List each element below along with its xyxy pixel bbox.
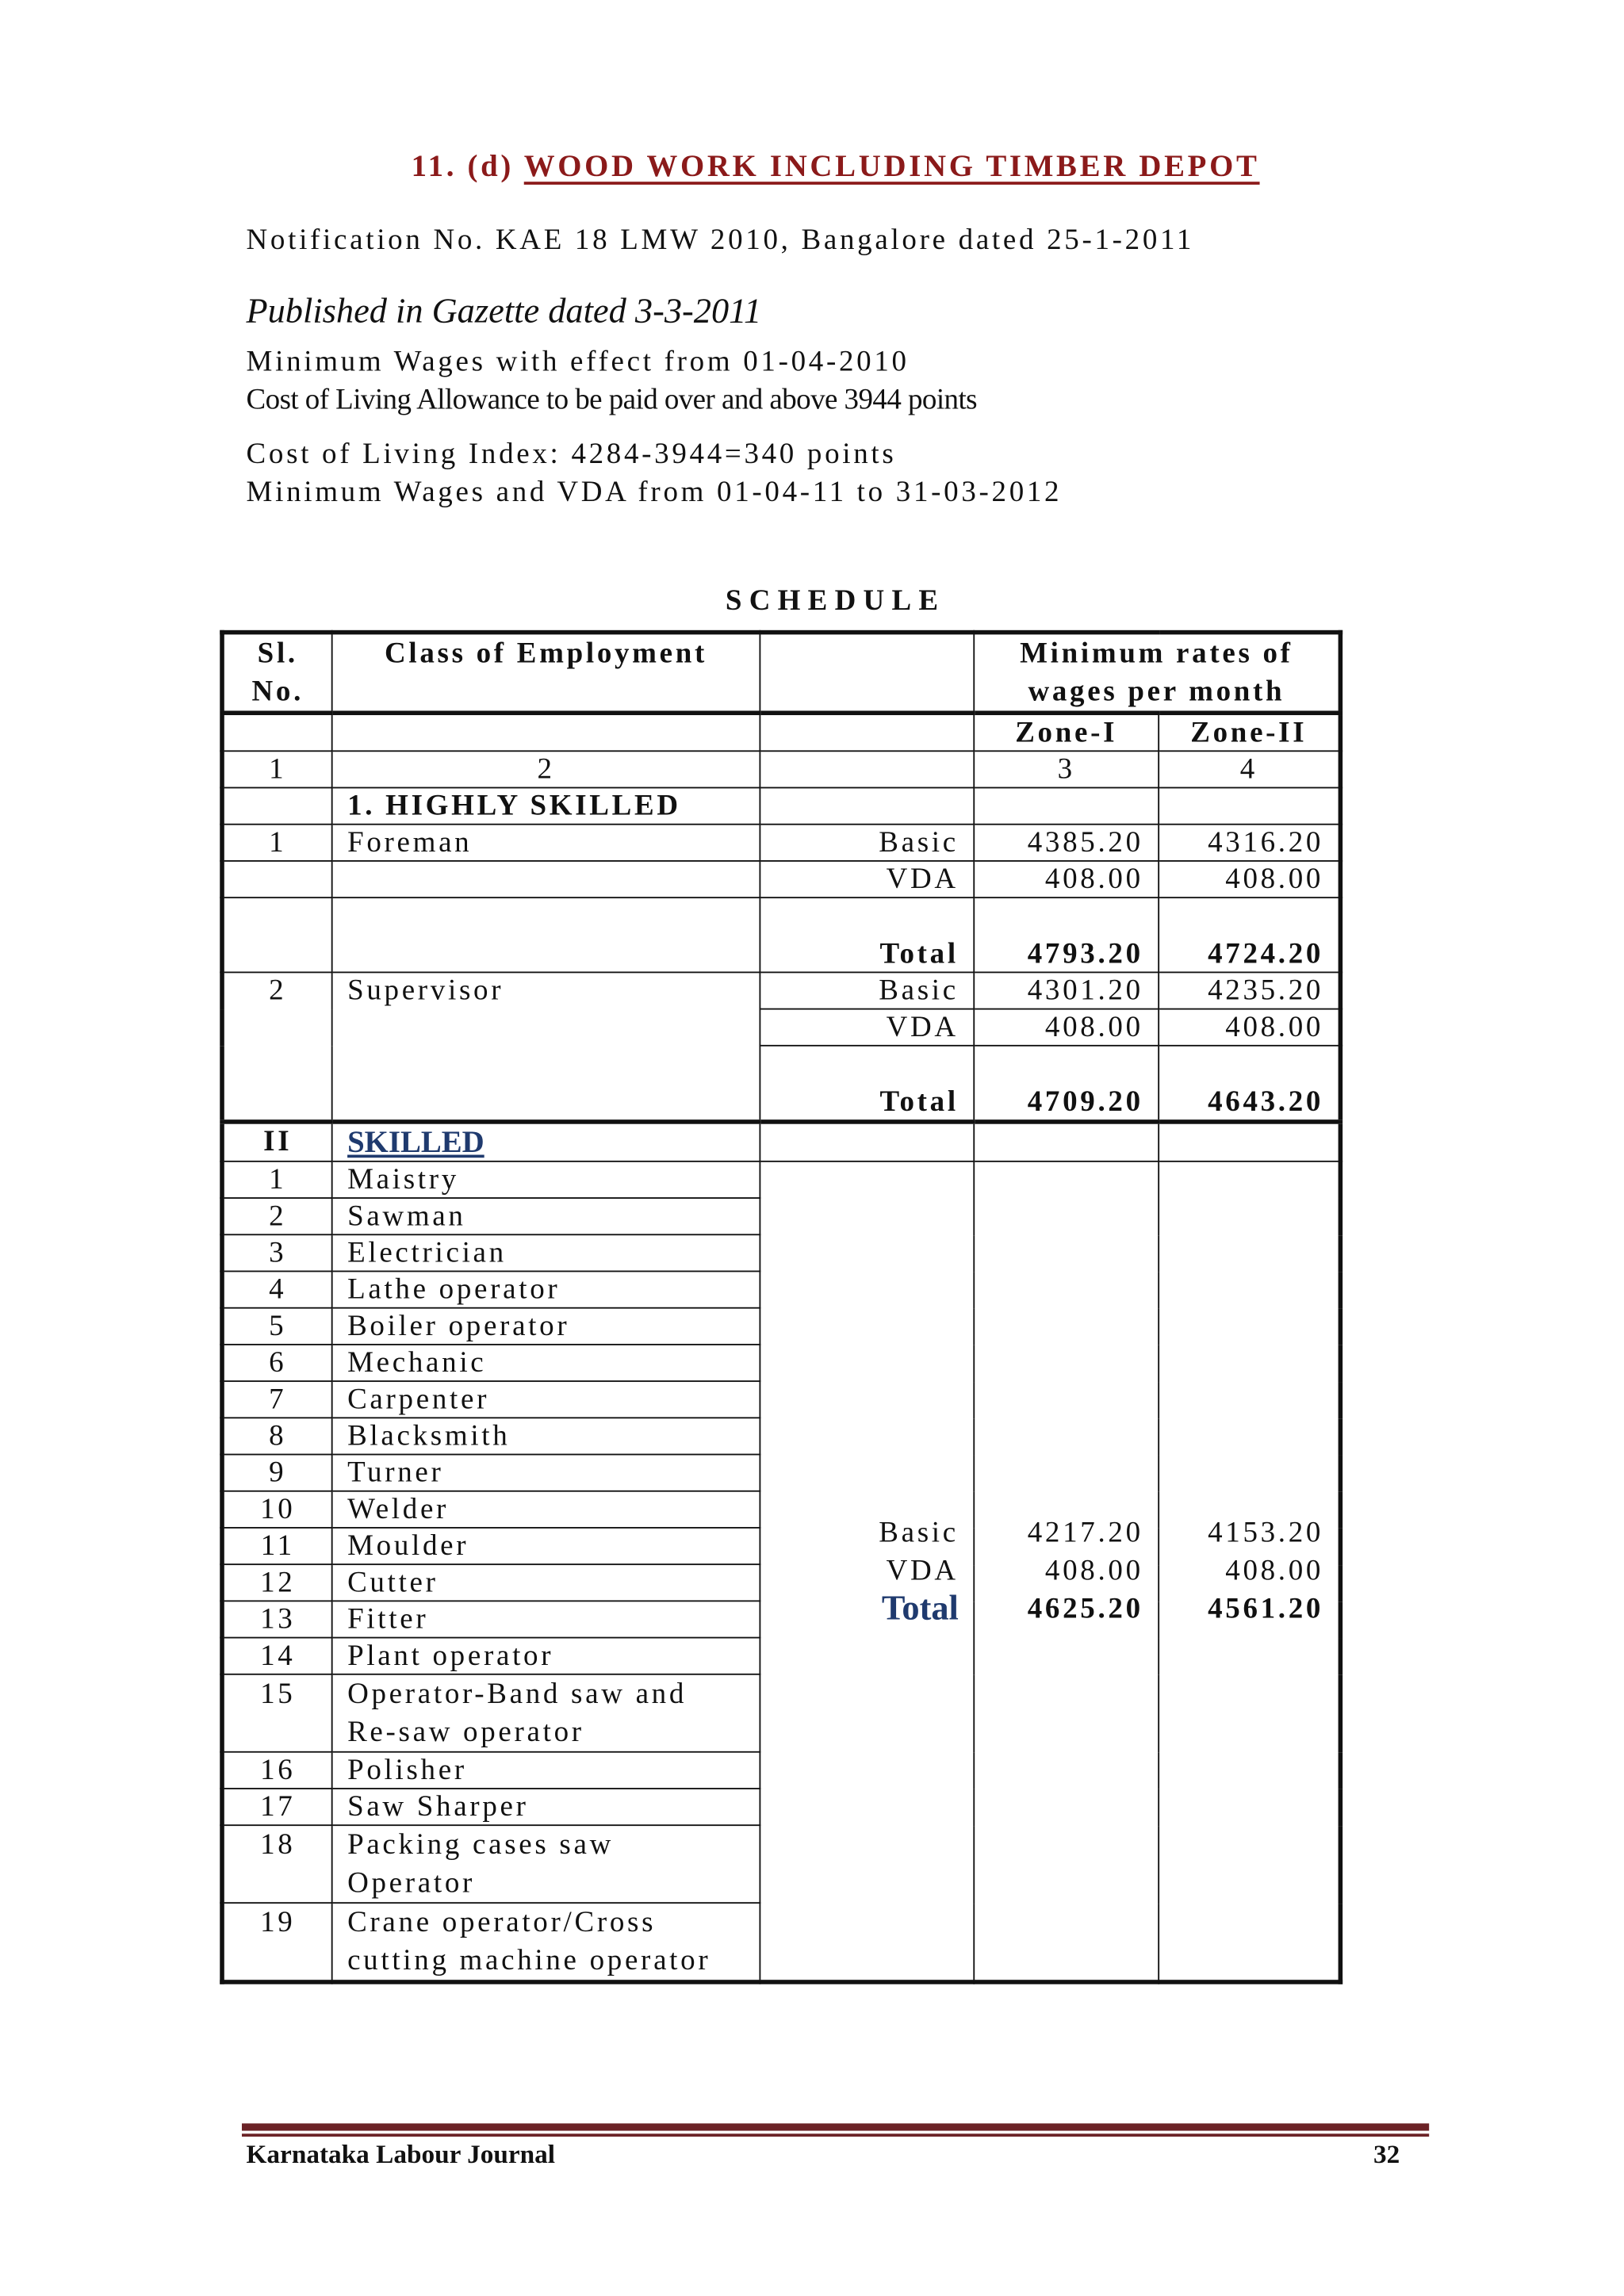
gazette-text: Published in Gazette dated 3-3-2011: [246, 293, 762, 331]
header-sl: Sl. No.: [222, 633, 332, 714]
category-highly-skilled: 1. HIGHLY SKILLED: [332, 788, 760, 825]
value: 408.00: [1159, 861, 1340, 897]
sl-no: 5: [222, 1308, 332, 1345]
title-main: WOOD WORK INCLUDING TIMBER DEPOT: [523, 147, 1260, 184]
label-total: Total: [881, 1590, 959, 1628]
sl-no: 17: [222, 1789, 332, 1825]
value-total: 4561.20: [1208, 1593, 1324, 1625]
title-prefix: 11. (d): [411, 147, 524, 184]
label-vda: VDA: [760, 861, 974, 897]
empty-cell: [760, 713, 974, 751]
table-row: [222, 1161, 1340, 1198]
footer-rule-thin: [242, 2133, 1429, 2137]
empty-cell: [974, 788, 1159, 825]
table-row: [222, 972, 1340, 1008]
value: 4316.20: [1159, 825, 1340, 861]
employment-class: Plant operator: [332, 1638, 760, 1674]
value: 4385.20: [974, 825, 1159, 861]
empty-cell: [222, 861, 332, 897]
sl-no: 3: [222, 1234, 332, 1271]
value: 4643.20: [1159, 1046, 1340, 1122]
header-empty: [760, 633, 974, 714]
cola-text: Cost of Living Allowance to be paid over and above 3944 points: [246, 384, 978, 416]
empty-cell: [332, 897, 760, 972]
employment-class: Carpenter: [332, 1381, 760, 1418]
value: 408.00: [1159, 1009, 1340, 1046]
header-zone1: Zone-I: [974, 713, 1159, 751]
employment-class: Boiler operator: [332, 1308, 760, 1345]
label-basic: Basic: [879, 1517, 959, 1549]
label-basic: Basic: [760, 825, 974, 861]
effect-date-text: Minimum Wages with effect from 01-04-2010: [246, 346, 910, 378]
column-number-row: [222, 751, 1340, 787]
empty-cell: [222, 713, 332, 751]
value-vda: 408.00: [1044, 1555, 1143, 1587]
value: 4793.20: [974, 897, 1159, 972]
employment-class: Electrician: [332, 1234, 760, 1271]
sl-no: 18: [222, 1825, 332, 1903]
employment-class: Blacksmith: [332, 1418, 760, 1454]
notification-text: Notification No. KAE 18 LMW 2010, Bangalore dated 25-1-2011: [246, 224, 1195, 257]
sl-no: 16: [222, 1752, 332, 1789]
category-skilled-cell: [332, 1122, 760, 1161]
sl-no: 8: [222, 1418, 332, 1454]
zone-2-rates: [1159, 1161, 1340, 1982]
value-basic: 4153.20: [1208, 1517, 1324, 1549]
employment-class: Operator-Band saw and Re-saw operator: [332, 1674, 760, 1752]
empty-cell: [760, 751, 974, 787]
sl-no: 19: [222, 1903, 332, 1982]
sl-no: 2: [222, 1198, 332, 1234]
schedule-heading: SCHEDULE: [725, 584, 946, 618]
empty-cell: [1159, 1122, 1340, 1161]
sl-no: 11: [222, 1528, 332, 1564]
employment-class: Sawman: [332, 1198, 760, 1234]
header-row: [222, 633, 1340, 714]
empty-cell: [974, 1122, 1159, 1161]
employment-class: Mechanic: [332, 1345, 760, 1381]
sl-no: 13: [222, 1601, 332, 1637]
value: 4724.20: [1159, 897, 1340, 972]
empty-cell: [222, 788, 332, 825]
value: 4709.20: [974, 1046, 1159, 1122]
value: 4301.20: [974, 972, 1159, 1008]
employment-class: Saw Sharper: [332, 1789, 760, 1825]
empty-cell: [332, 713, 760, 751]
employment-class: Supervisor: [332, 972, 760, 1122]
label-vda: VDA: [760, 1009, 974, 1046]
employment-class: Packing cases saw Operator: [332, 1825, 760, 1903]
employment-class: Polisher: [332, 1752, 760, 1789]
label-basic: Basic: [760, 972, 974, 1008]
rate-labels: [760, 1161, 974, 1982]
colnum: 3: [974, 751, 1159, 787]
sl-no: 14: [222, 1638, 332, 1674]
header-rates: Minimum rates of wages per month: [974, 633, 1340, 714]
vda-period-text: Minimum Wages and VDA from 01-04-11 to 31-03-2012: [246, 476, 1063, 509]
empty-cell: [222, 897, 332, 972]
col-index-text: Cost of Living Index: 4284-3944=340 points: [246, 438, 897, 471]
wage-schedule-table: [220, 630, 1342, 1984]
sl-no: 15: [222, 1674, 332, 1752]
colnum: 2: [332, 751, 760, 787]
category-row: [222, 788, 1340, 825]
section-title: [0, 148, 1624, 185]
sl-no: 6: [222, 1345, 332, 1381]
label-total: Total: [760, 897, 974, 972]
category-row: [222, 1122, 1340, 1161]
page-number: 32: [1373, 2139, 1400, 2169]
employment-class: Moulder: [332, 1528, 760, 1564]
employment-class: Fitter: [332, 1601, 760, 1637]
employment-class: Turner: [332, 1455, 760, 1491]
sl-no: 1: [222, 1161, 332, 1198]
sl-no: 12: [222, 1564, 332, 1601]
empty-cell: [332, 861, 760, 897]
value: 408.00: [974, 861, 1159, 897]
zone-row: [222, 713, 1340, 751]
employment-class: Cutter: [332, 1564, 760, 1601]
value-vda: 408.00: [1225, 1555, 1324, 1587]
empty-cell: [1159, 788, 1340, 825]
zone-1-rates: [974, 1161, 1159, 1982]
sl-no: 9: [222, 1455, 332, 1491]
empty-cell: [760, 788, 974, 825]
table-row-total: [222, 897, 1340, 972]
footer-rule: [242, 2123, 1429, 2130]
label-total: Total: [760, 1046, 974, 1122]
employment-class: Crane operator/Cross cutting machine operator: [332, 1903, 760, 1982]
category-skilled: SKILLED: [347, 1123, 485, 1160]
footer-journal: Karnataka Labour Journal: [246, 2139, 556, 2169]
label-vda: VDA: [886, 1555, 959, 1587]
header-class: Class of Employment: [332, 633, 760, 714]
employment-class: Welder: [332, 1491, 760, 1528]
category-number: II: [222, 1122, 332, 1161]
sl-no: 7: [222, 1381, 332, 1418]
empty-cell: [760, 1122, 974, 1161]
sl-no: 2: [222, 972, 332, 1122]
value: 4235.20: [1159, 972, 1340, 1008]
sl-no: 4: [222, 1271, 332, 1307]
header-zone2: Zone-II: [1159, 713, 1340, 751]
value-basic: 4217.20: [1027, 1517, 1143, 1549]
employment-class: Maistry: [332, 1161, 760, 1198]
sl-no: 10: [222, 1491, 332, 1528]
colnum: 1: [222, 751, 332, 787]
value: 408.00: [974, 1009, 1159, 1046]
table-row: [222, 861, 1340, 897]
table-row: [222, 825, 1340, 861]
colnum: 4: [1159, 751, 1340, 787]
employment-class: Lathe operator: [332, 1271, 760, 1307]
value-total: 4625.20: [1027, 1593, 1143, 1625]
sl-no: 1: [222, 825, 332, 861]
employment-class: Foreman: [332, 825, 760, 861]
